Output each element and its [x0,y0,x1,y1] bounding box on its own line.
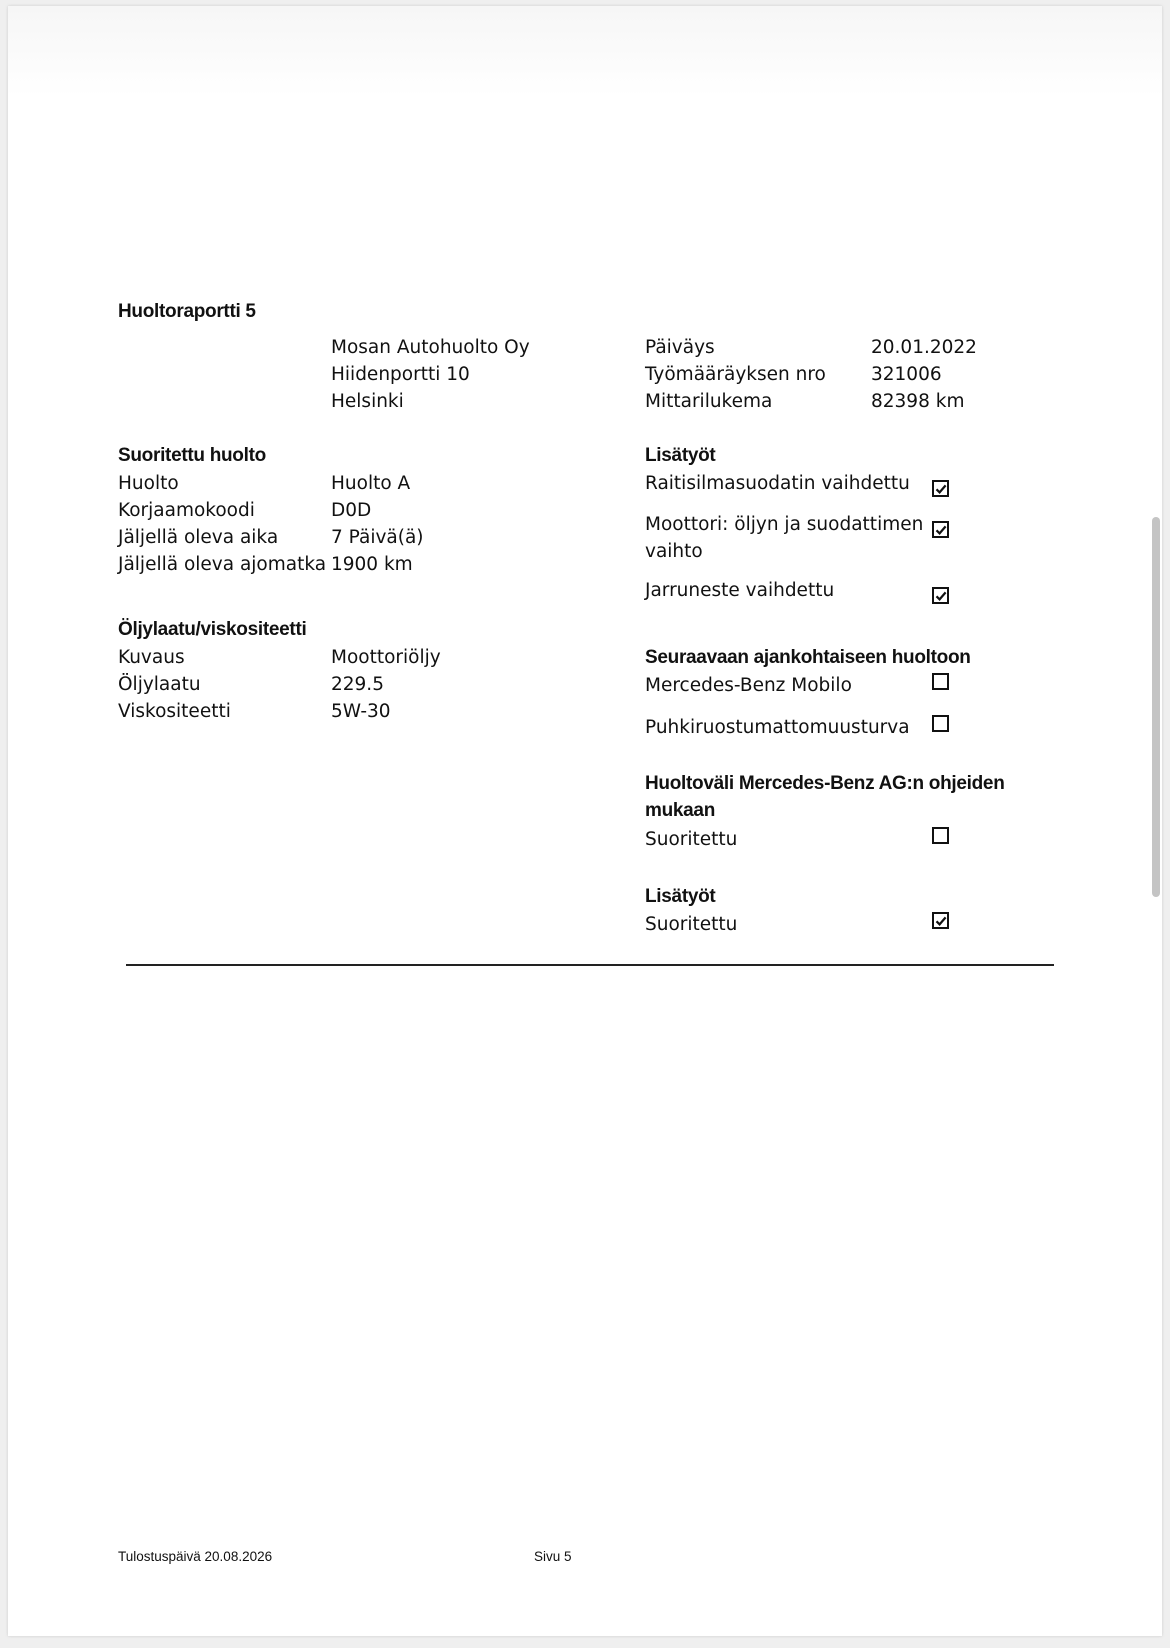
oil-quality-label: Öljylaatu [118,674,201,695]
next-service-heading: Seuraavaan ajankohtaiseen huoltoon [645,647,971,668]
extra-work-2-checkbox[interactable] [932,912,949,929]
report-title: Huoltoraportti 5 [118,301,256,322]
work-order-label: Työmääräyksen nro [645,364,826,385]
oil-description-value: Moottoriöljy [331,647,441,668]
interval-done-label: Suoritettu [645,829,738,850]
vertical-scrollbar[interactable] [1152,517,1160,897]
page-number: Sivu 5 [534,1549,572,1564]
oil-quality-value: 229.5 [331,674,384,695]
remaining-time-label: Jäljellä oleva aika [118,527,279,548]
print-date: Tulostuspäivä 20.08.2026 [118,1549,273,1564]
workshop-city: Helsinki [331,391,404,412]
page-top-shade [8,6,1162,96]
remaining-distance-label: Jäljellä oleva ajomatka [118,554,327,575]
oil-description-label: Kuvaus [118,647,185,668]
service-value: Huolto A [331,473,411,494]
rust-warranty-checkbox[interactable] [932,715,949,732]
remaining-distance-value: 1900 km [331,554,413,575]
workshop-name: Mosan Autohuolto Oy [331,337,530,358]
cabin-filter-checkbox[interactable] [932,480,949,497]
checkmark-icon [935,590,947,602]
oil-change-checkbox[interactable] [932,521,949,538]
extra-work-2-heading: Lisätyöt [645,886,716,907]
service-label: Huolto [118,473,179,494]
work-order-value: 321006 [871,364,942,385]
remaining-time-value: 7 Päivä(ä) [331,527,424,548]
mobilo-label: Mercedes-Benz Mobilo [645,675,852,696]
date-label: Päiväys [645,337,715,358]
workshop-code-label: Korjaamokoodi [118,500,255,521]
workshop-address: Hiidenportti 10 [331,364,470,385]
rust-warranty-label: Puhkiruostumattomuusturva [645,717,910,738]
oil-change-label-line2: vaihto [645,541,703,562]
interval-done-checkbox[interactable] [932,827,949,844]
document-page [8,6,1162,1636]
viscosity-value: 5W-30 [331,701,391,722]
section-divider [126,964,1054,966]
checkmark-icon [935,483,947,495]
service-heading: Suoritettu huolto [118,445,266,466]
extra-work-2-done-label: Suoritettu [645,914,738,935]
oil-change-label-line1: Moottori: öljyn ja suodattimen [645,514,924,535]
brake-fluid-label: Jarruneste vaihdettu [645,580,835,601]
cabin-filter-label: Raitisilmasuodatin vaihdettu [645,473,910,494]
brake-fluid-checkbox[interactable] [932,587,949,604]
mobilo-checkbox[interactable] [932,673,949,690]
workshop-code-value: D0D [331,500,372,521]
odometer-label: Mittarilukema [645,391,773,412]
viscosity-label: Viskositeetti [118,701,231,722]
odometer-value: 82398 km [871,391,965,412]
oil-heading: Öljylaatu/viskositeetti [118,619,307,640]
checkmark-icon [935,915,947,927]
checkmark-icon [935,524,947,536]
interval-heading-line1: Huoltoväli Mercedes-Benz AG:n ohjeiden [645,773,1005,794]
date-value: 20.01.2022 [871,337,977,358]
interval-heading-line2: mukaan [645,800,716,821]
extra-work-heading: Lisätyöt [645,445,716,466]
